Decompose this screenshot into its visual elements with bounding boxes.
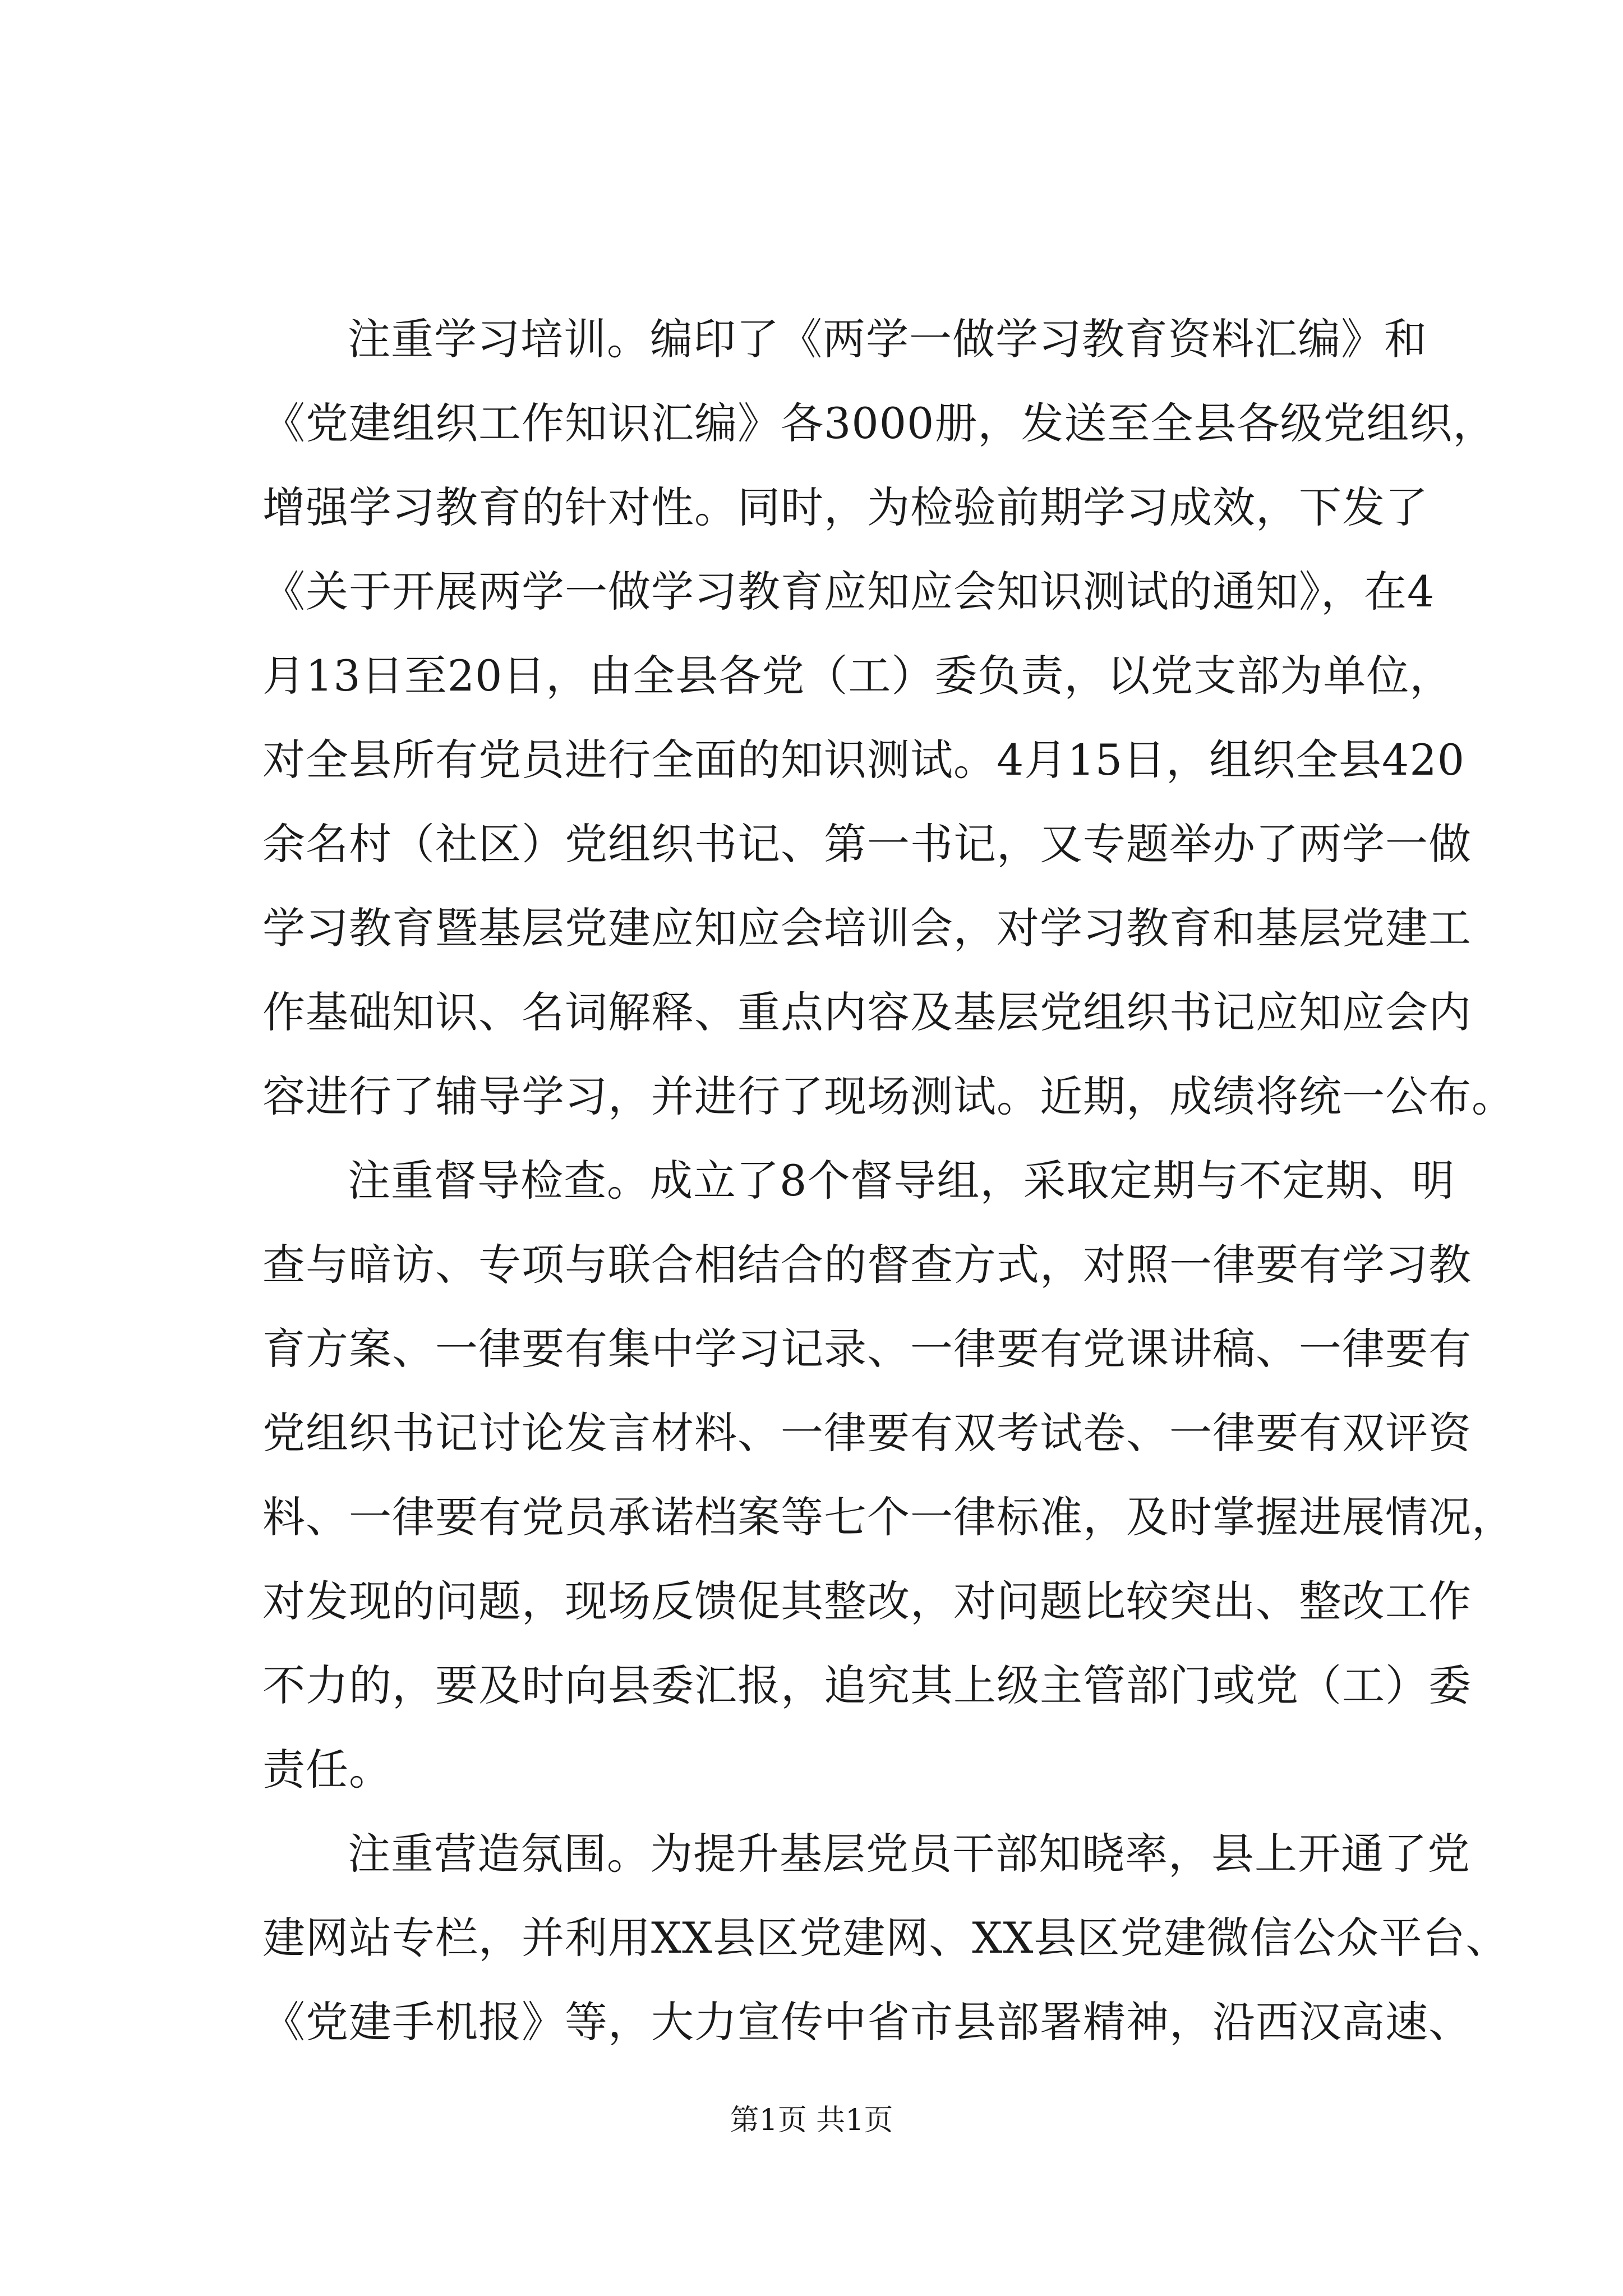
paragraph-2-line-3: 育方案、一律要有集中学习记录、一律要有党课讲稿、一律要有 [262, 1324, 1472, 1374]
paragraph-1-line-3: 增强学习教育的针对性。同时，为检验前期学习成效，下发了 [262, 482, 1428, 532]
paragraph-2-line-2: 查与暗访、专项与联合相结合的督查方式，对照一律要有学习教 [262, 1240, 1472, 1290]
paragraph-1-line-8: 学习教育暨基层党建应知应会培训会，对学习教育和基层党建工 [262, 903, 1472, 953]
paragraph-2-line-7: 不力的，要及时向县委汇报，追究其上级主管部门或党（工）委 [262, 1660, 1472, 1710]
paragraph-1-line-7: 余名村（社区）党组织书记、第一书记，又专题举办了两学一做 [262, 819, 1472, 869]
paragraph-3-line-2: 建网站专栏，并利用XX县区党建网、XX县区党建微信公众平台、 [262, 1913, 1509, 1963]
paragraph-2-line-4: 党组织书记讨论发言材料、一律要有双考试卷、一律要有双评资 [262, 1408, 1472, 1458]
paragraph-2-line-5: 料、一律要有党员承诺档案等七个一律标准，及时掌握进展情况， [262, 1492, 1515, 1542]
paragraph-1-line-6: 对全县所有党员进行全面的知识测试。4月15日，组织全县420 [262, 735, 1465, 785]
paragraph-1-line-1: 注重学习培训。编印了《两学一做学习教育资料汇编》和 [348, 314, 1427, 364]
paragraph-2-line-1: 注重督导检查。成立了8个督导组，采取定期与不定期、明 [348, 1156, 1455, 1205]
paragraph-2-line-8: 责任。 [262, 1745, 392, 1795]
page-footer [0, 2101, 1623, 2140]
paragraph-2-line-6: 对发现的问题，现场反馈促其整改，对问题比较突出、整改工作 [262, 1576, 1472, 1626]
paragraph-3-line-1: 注重营造氛围。为提升基层党员干部知晓率，县上开通了党 [348, 1829, 1470, 1879]
document-body [262, 297, 1515, 2064]
page-number-label: 第1页 共1页 [730, 2104, 893, 2137]
paragraph-1-line-10: 容进行了辅导学习，并进行了现场测试。近期，成绩将统一公布。 [262, 1071, 1515, 1121]
paragraph-1-line-2: 《党建组织工作知识汇编》各3000册，发送至全县各级党组织， [262, 398, 1496, 448]
paragraph-1-line-9: 作基础知识、名词解释、重点内容及基层党组织书记应知应会内 [262, 987, 1472, 1037]
paragraph-3-line-3: 《党建手机报》等，大力宣传中省市县部署精神，沿西汉高速、 [262, 1997, 1472, 2047]
paragraph-1-line-5: 月13日至20日，由全县各党（工）委负责，以党支部为单位， [262, 651, 1453, 701]
paragraph-1-line-4: 《关于开展两学一做学习教育应知应会知识测试的通知》，在4 [262, 567, 1435, 616]
